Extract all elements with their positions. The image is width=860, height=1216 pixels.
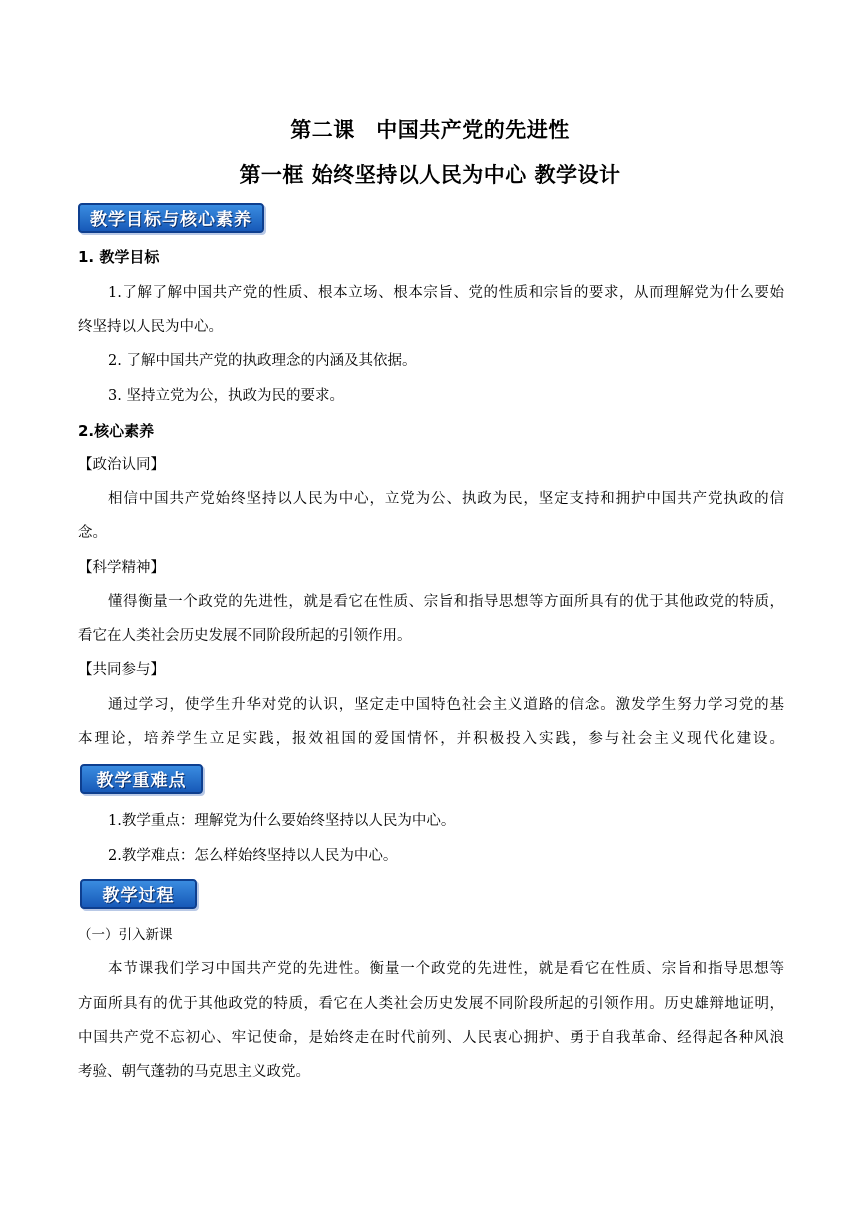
process-badge: 教学过程: [80, 879, 197, 909]
key-point-2: 2.教学难点：怎么样始终坚持以人民为中心。: [108, 848, 398, 864]
goal-item-2: 2. 了解中国共产党的执政理念的内涵及其依据。: [108, 353, 417, 369]
goal-item-1-line2: 终坚持以人民为中心。: [78, 319, 223, 335]
participation-text-line2: 本理论，培养学生立足实践，报效祖国的爱国情怀，并积极投入实践，参与社会主义现代化建设。: [78, 731, 784, 747]
lesson-title: 第二课 中国共产党的先进性: [290, 118, 570, 142]
science-text-line2: 看它在人类社会历史发展不同阶段所起的引领作用。: [78, 628, 412, 644]
process-para-line3: 中国共产党不忘初心、牢记使命，是始终走在时代前列、人民衷心拥护、勇于自我革命、经得起各种风浪: [78, 1030, 784, 1046]
participation-text-line1: 通过学习，使学生升华对党的认识，坚定走中国特色社会主义道路的信念。激发学生努力学习党的基: [108, 697, 784, 713]
science-label: 【科学精神】: [78, 560, 165, 576]
goals-badge: 教学目标与核心素养: [78, 203, 264, 233]
political-label: 【政治认同】: [78, 457, 165, 473]
literacy-heading: 2.核心素养: [78, 422, 155, 440]
key-point-1: 1.教学重点：理解党为什么要始终坚持以人民为中心。: [108, 813, 456, 829]
political-text-line1: 相信中国共产党始终坚持以人民为中心，立党为公、执政为民，坚定支持和拥护中国共产党执政的信: [108, 491, 784, 507]
process-section-label: （一）引入新课: [78, 927, 173, 943]
science-text-line1: 懂得衡量一个政党的先进性，就是看它在性质、宗旨和指导思想等方面所具有的优于其他政党的特质，: [108, 594, 784, 610]
political-text-line2: 念。: [78, 525, 107, 541]
process-para-line4: 考验、朝气蓬勃的马克思主义政党。: [78, 1064, 310, 1080]
goals-heading: 1. 教学目标: [78, 248, 160, 266]
participation-label: 【共同参与】: [78, 662, 165, 678]
process-para-line2: 方面所具有的优于其他政党的特质，看它在人类社会历史发展不同阶段所起的引领作用。历史雄辩地证明，: [78, 996, 784, 1012]
section-title: 第一框 始终坚持以人民为中心 教学设计: [239, 163, 621, 187]
key-points-badge: 教学重难点: [80, 764, 203, 794]
goal-item-1-line1: 1.了解了解中国共产党的性质、根本立场、根本宗旨、党的性质和宗旨的要求，从而理解党为什么要始: [108, 285, 784, 301]
process-para-line1: 本节课我们学习中国共产党的先进性。衡量一个政党的先进性，就是看它在性质、宗旨和指导思想等: [108, 961, 784, 977]
goal-item-3: 3. 坚持立党为公，执政为民的要求。: [108, 388, 344, 404]
